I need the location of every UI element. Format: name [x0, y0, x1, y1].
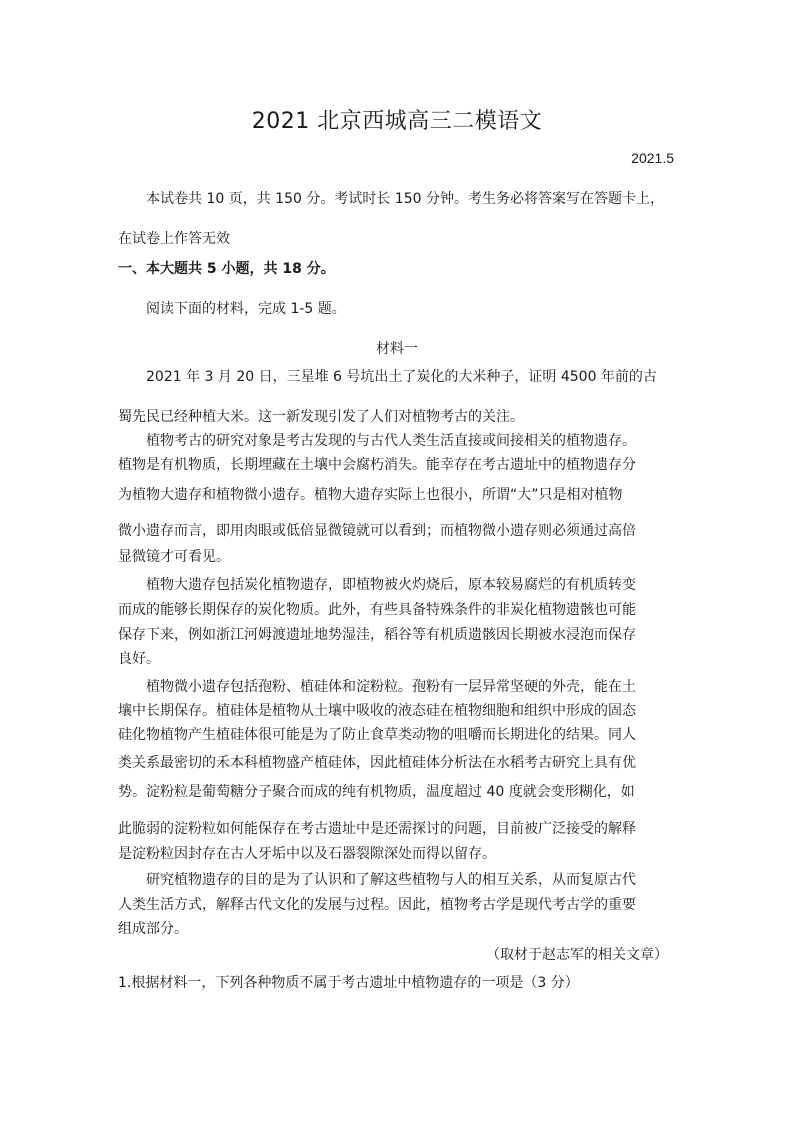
intro-line: 在试卷上作答无效	[118, 231, 230, 247]
body-line: 为植物大遗存和植物微小遗存。植物大遗存实际上也很小，所谓“大”只是相对植物	[118, 487, 623, 503]
body-line: 此脆弱的淀粉粒如何能保存在考古遗址中是还需探讨的问题，目前被广泛接受的解释	[118, 821, 636, 837]
body-line: 保存下来，例如浙江河姆渡遗址地势湿洼，稻谷等有机质遗骸因长期被水浸泡而保存	[118, 627, 636, 643]
body-line: 壤中长期保存。植硅体是植物从土壤中吸收的液态硅在植物细胞和组织中形成的固态	[118, 703, 636, 719]
body-line: 蜀先民已经种植大米。这一新发现引发了人们对植物考古的关注。	[118, 409, 524, 425]
body-line: 植物考古的研究对象是考古发现的与古代人类生活直接或间接相关的植物遗存。	[146, 433, 636, 449]
body-line: 硅化物植物产生植硅体很可能是为了防止食草类动物的咀嚼而长期进化的结果。同人	[118, 727, 636, 743]
source-note: （取材于赵志军的相关文章）	[486, 947, 668, 963]
body-line: 良好。	[118, 651, 160, 667]
body-line: 显微镜才可看见。	[118, 549, 230, 565]
body-line: 植物大遗存包括炭化植物遗存，即植物被火灼烧后，原本较易腐烂的有机质转变	[146, 577, 636, 593]
body-line: 而成的能够长期保存的炭化物质。此外，有些具备特殊条件的非炭化植物遗骸也可能	[118, 602, 636, 618]
body-line: 人类生活方式，解释古代文化的发展与过程。因此，植物考古学是现代考古学的重要	[118, 897, 636, 913]
body-line: 势。淀粉粒是葡萄糖分子聚合而成的纯有机物质，温度超过 40 度就会变形糊化，如	[118, 784, 635, 800]
section-heading: 一、本大题共 5 小题，共 18 分。	[118, 261, 335, 277]
instruction-text: 阅读下面的材料，完成 1-5 题。	[146, 301, 346, 317]
question-1: 1.根据材料一，下列各种物质不属于考古遗址中植物遗存的一项是（3 分）	[118, 975, 579, 991]
exam-date: 2021.5	[631, 150, 674, 166]
body-line: 植物微小遗存包括孢粉、植硅体和淀粉粒。孢粉有一层异常坚硬的外壳，能在土	[146, 679, 636, 695]
material-title: 材料一	[376, 341, 418, 357]
body-line: 类关系最密切的禾本科植物盛产植硅体，因此植硅体分析法在水稻考古研究上具有优	[118, 755, 636, 771]
body-line: 微小遗存而言，即用肉眼或低倍显微镜就可以看到；而植物微小遗存则必须通过高倍	[118, 523, 636, 539]
body-line: 组成部分。	[118, 921, 188, 937]
body-line: 2021 年 3 月 20 日，三星堆 6 号坑出土了炭化的大米种子，证明 4500 年前的古	[146, 369, 657, 385]
intro-line: 本试卷共 10 页，共 150 分。考试时长 150 分钟。考生务必将答案写在答题卡上，	[146, 191, 664, 207]
body-line: 植物是有机物质，长期埋藏在土壤中会腐朽消失。能幸存在考古遗址中的植物遗存分	[118, 457, 636, 473]
body-line: 研究植物遗存的目的是为了认识和了解这些植物与人的相互关系，从而复原古代	[146, 872, 636, 888]
page-title: 2021 北京西城高三二模语文	[251, 109, 543, 134]
body-line: 是淀粉粒因封存在古人牙垢中以及石器裂隙深处而得以留存。	[118, 846, 496, 862]
